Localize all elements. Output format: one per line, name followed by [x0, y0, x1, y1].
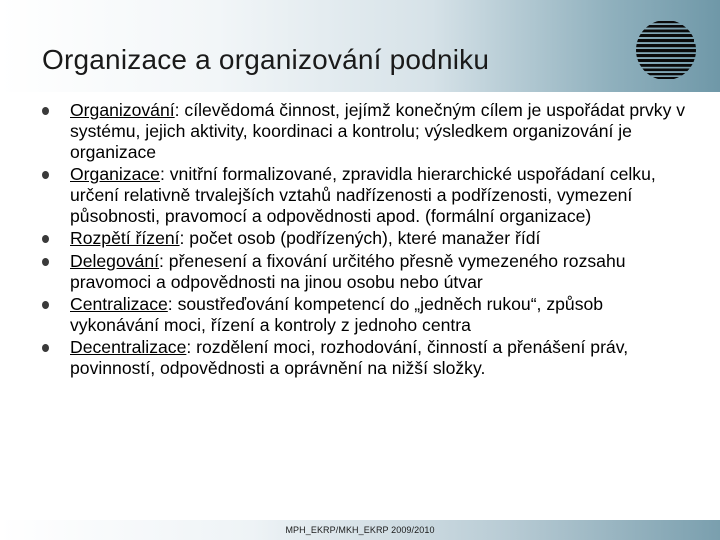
bullet-dot — [42, 107, 49, 115]
list-item — [42, 164, 692, 227]
striped-globe-logo — [634, 18, 698, 82]
list-item — [42, 337, 692, 379]
bullet-dot — [42, 344, 49, 352]
term-organizace: Organizace — [70, 164, 160, 185]
bullet-dot — [42, 171, 49, 179]
bullet-dot — [42, 235, 49, 243]
bullet-list — [42, 100, 692, 381]
slide-title: Organizace a organizování podniku — [42, 44, 490, 75]
list-item — [42, 100, 692, 163]
footer-text: MPH_EKRP/MKH_EKRP 2009/2010 — [285, 525, 435, 535]
definition-text: : přenesení a fixování určitého přesně vymezeného rozsahu pravomoci a odpovědnosti na jinou osobu nebo útvar — [70, 250, 626, 292]
definition-text: : vnitřní formalizované, zpravidla hierarchické uspořádaní celku, určení relativně trvalejších vztahů nadřízenosti a podřízenosti, vymezení působnosti, pravomocí a odpovědnosti apod. (formální organizace) — [70, 164, 656, 227]
definition-text: : počet osob (podřízených), které manažer řídí — [179, 228, 541, 249]
definition-text: : cílevědomá činnost, jejímž konečným cílem je uspořádat prvky v systému, jejich aktivity, koordinaci a kontrolu; výsledkem organizování je organizace — [70, 100, 686, 162]
term-decentralizace: Decentralizace — [70, 337, 187, 358]
list-item — [42, 228, 692, 249]
term-organizovani: Organizování — [70, 100, 175, 120]
definition-text: : soustřeďování kompetencí do „jedněch rukou“, způsob vykonávání moci, řízení a kontroly z jednoho centra — [70, 294, 604, 336]
list-item — [42, 251, 692, 293]
bullet-dot — [42, 258, 49, 266]
term-centralizace: Centralizace — [70, 294, 168, 315]
list-item — [42, 294, 692, 336]
definition-text: : rozdělení moci, rozhodování, činností a přenášení práv, povinností, odpovědnosti a oprávnění na nižší složky. — [70, 337, 629, 379]
term-delegovani: Delegování — [70, 250, 160, 271]
term-rozpeti-rizeni: Rozpětí řízení — [70, 228, 180, 249]
bullet-dot — [42, 301, 49, 309]
